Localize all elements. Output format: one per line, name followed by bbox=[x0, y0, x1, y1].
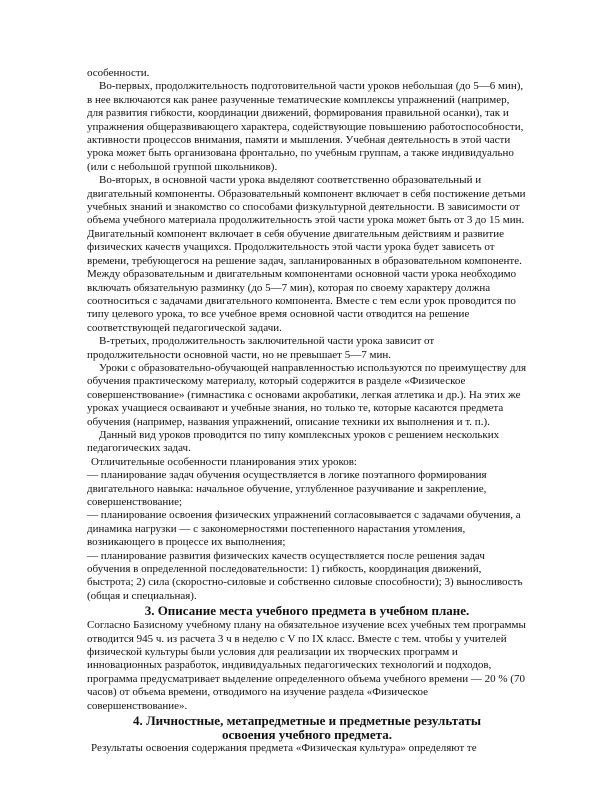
section-4-heading-line-2: освоения учебного предмета. bbox=[222, 726, 392, 742]
section-3-heading: 3. Описание места учебного предмета в учебном плане. bbox=[144, 603, 470, 619]
section-4-heading bbox=[87, 714, 527, 741]
section-4-text: Результаты освоения содержания предмета «Физическая культура» определяют те bbox=[91, 742, 477, 755]
list-item-planning-tasks: — планирование задач обучения осуществляется в логике поэтапного формирования двигательного навыка: начальное обучение, углубленное разучивание и закрепление, совершенствование; bbox=[87, 469, 487, 508]
list-item-planning-qualities: — планирование развития физических качеств осуществляется после решения задач обучения в определенной последовательности: 1) гибкость, координация движений, быстрота; 2) сила (скоростно-силовые и собственно силовые способности); 3) выносливость (общая и специальная). bbox=[87, 549, 523, 602]
paragraph-main-part: Во-вторых, в основной части урока выделяют соответственно образовательный и двигательный компоненты. Образовательный компонент включает в себя постижение детьми учебных знаний и знакомство со способами физкультурной деятельности. В зависимости от объема учебного материала продолжительность этой части урока может быть от 3 до 15 мин. Двигательный компонент включает в себя обучение двигательным действиям и развитие физических качеств учащихся. Продолжительность этой части урока будет зависеть от времени, требующегося на решение задач, запланированных в образовательном компоненте. Между образовательным и двигательным компонентами основной части урока необходимо включать обязательную разминку (до 5—7 мин), которая по своему характеру должна соотноситься с задачами двигательного компонента. Вместе с тем если урок проводится по типу целевого урока, то все учебное время основной части отводится на решение соответствующей педагогической задачи. bbox=[87, 174, 526, 334]
paragraph-intro: особенности. bbox=[87, 67, 150, 79]
paragraph-complex-lessons: Данный вид уроков проводится по типу комплексных уроков с решением нескольких педагогических задач. bbox=[87, 428, 500, 455]
document-page bbox=[87, 67, 527, 756]
paragraph-educational-lessons: Уроки с образовательно-обучающей направленностью используются по преимуществу для обучения практическому материалу, который содержится в разделе «Физическое совершенствование» (гимнастика с основами акробатики, легкая атлетика и др.). На этих же уроках учащиеся осваивают и учебные знания, но только те, которые касаются предмета обучения (например, названия упражнений, описание техники их выполнения и т. п.). bbox=[87, 361, 527, 428]
section-4-heading-line-1: 4. Личностные, метапредметные и предметные результаты bbox=[133, 713, 481, 729]
list-item-planning-exercises: — планирование освоения физических упражнений согласовывается с задачами обучения, а динамика нагрузки — с закономерностями постепенного нарастания утомления, возникающего в процессе их выполнения; bbox=[87, 509, 521, 549]
paragraph-first-part: Во-первых, продолжительность подготовительной части уроков небольшая (до 5—6 мин), в нее включаются как ранее разученные тематические комплексы упражнений (например, для развития гибкости, координации движений, формирования правильной осанки), так и упражнения общеразвивающего характера, содействующие повышению работоспособности, активности процессов внимания, памяти и мышления. Учебная деятельность в этой части урока может быть организована фронтально, по учебным группам, а также индивидуально (или с небольшой группой школьников). bbox=[87, 80, 524, 173]
paragraph-planning-features: Отличительные особенности планирования этих уроков: bbox=[91, 455, 357, 468]
section-3-text: Согласно Базисному учебному плану на обязательное изучение всех учебных тем программы отводится 945 ч. из расчета 3 ч в неделю с V по IX класс. Вместе с тем. чтобы у учителей физической культуры были условия для реализации их творческих программ и инновационных разработок, индивидуальных педагогических технологий и подходов, программа предусматривает выделение определенного объема учебного времени — 20 % (70 часов) от объема времени, отводимого на изучение раздела «Физическое совершенствование». bbox=[87, 619, 526, 712]
paragraph-final-part: В-третьих, продолжительность заключительной части урока зависит от продолжительности основной части, но не превышает 5—7 мин. bbox=[87, 335, 435, 361]
